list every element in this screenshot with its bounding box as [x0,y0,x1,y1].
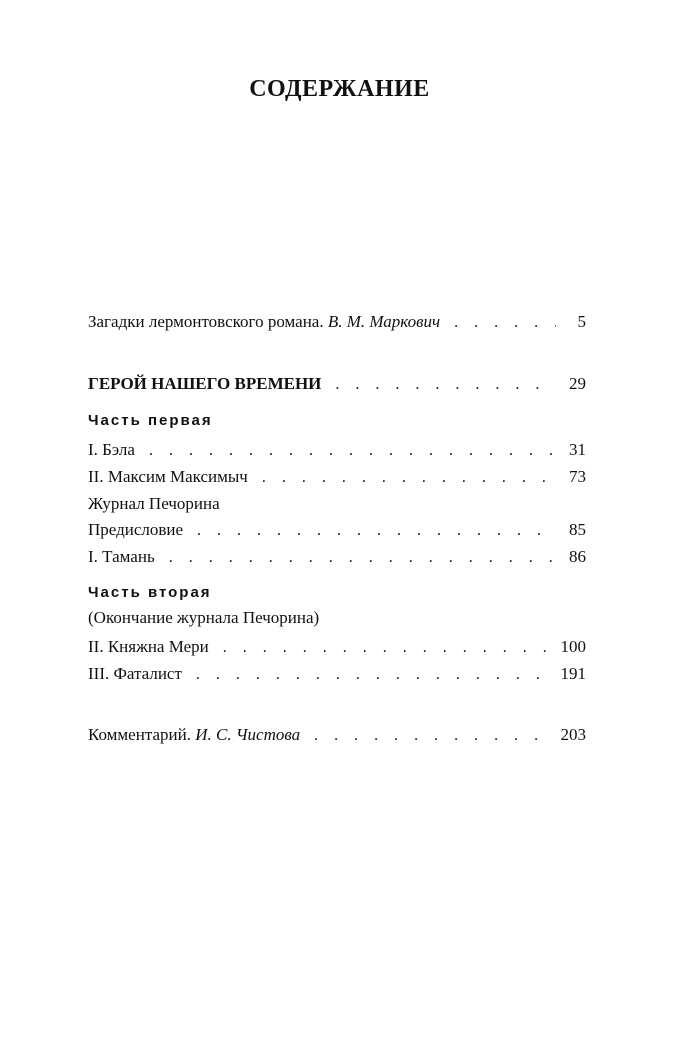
toc-entry-page: 191 [560,664,586,683]
toc-entry-label: I. Бэла [88,440,135,459]
toc-entry-fatalist[interactable] [88,664,586,690]
toc-entry-page: 86 [569,547,586,566]
toc-entry-knyazhna-meri[interactable] [88,637,586,663]
dot-leader [454,314,556,332]
dot-leader [197,522,556,540]
toc-entry-label: I. Тамань [88,547,155,566]
dot-leader [223,639,553,657]
part-two-heading: Часть вторая [88,584,212,601]
dot-leader [169,549,556,567]
toc-entry-preface[interactable] [88,520,586,546]
toc-entry-commentary[interactable] [88,725,586,751]
toc-entry-page: 203 [560,725,586,744]
toc-entry-author: В. М. Маркович [327,312,441,331]
toc-entry-label: ГЕРОЙ НАШЕГО ВРЕМЕНИ [88,374,322,393]
toc-entry-label: III. Фаталист [88,664,182,683]
toc-entry-label: II. Максим Максимыч [88,467,248,486]
toc-entry-label: II. Княжна Мери [88,637,209,656]
toc-entry-intro[interactable] [88,312,586,338]
toc-entry-page: 73 [569,467,586,486]
journal-heading: Журнал Печорина [88,494,220,513]
toc-entry-novel[interactable] [88,374,586,400]
part-one-heading: Часть первая [88,412,213,429]
toc-entry-page: 85 [569,520,586,539]
toc-entry-page: 29 [569,374,586,393]
dot-leader [262,469,556,487]
dot-leader [149,442,556,460]
dot-leader [314,727,552,745]
toc-entry-label: Загадки лермонтовского романа. В. М. Маркович [88,312,441,331]
toc-entry-page: 100 [560,637,586,656]
toc-entry-label: Комментарий. И. С. Чистова [88,725,301,744]
toc-entry-author: И. С. Чистова [195,725,301,744]
toc-entry-label: Предисловие [88,520,184,539]
toc-entry-taman[interactable] [88,547,586,573]
page-title: СОДЕРЖАНИЕ [249,76,430,102]
toc-entry-maksim-maksimych[interactable] [88,467,586,493]
dot-leader [196,666,553,684]
toc-entry-page: 31 [569,440,586,459]
dot-leader [335,376,556,394]
toc-entry-bela[interactable] [88,440,586,466]
toc-entry-page: 5 [577,312,586,331]
part-two-note: (Окончание журнала Печорина) [88,608,320,627]
